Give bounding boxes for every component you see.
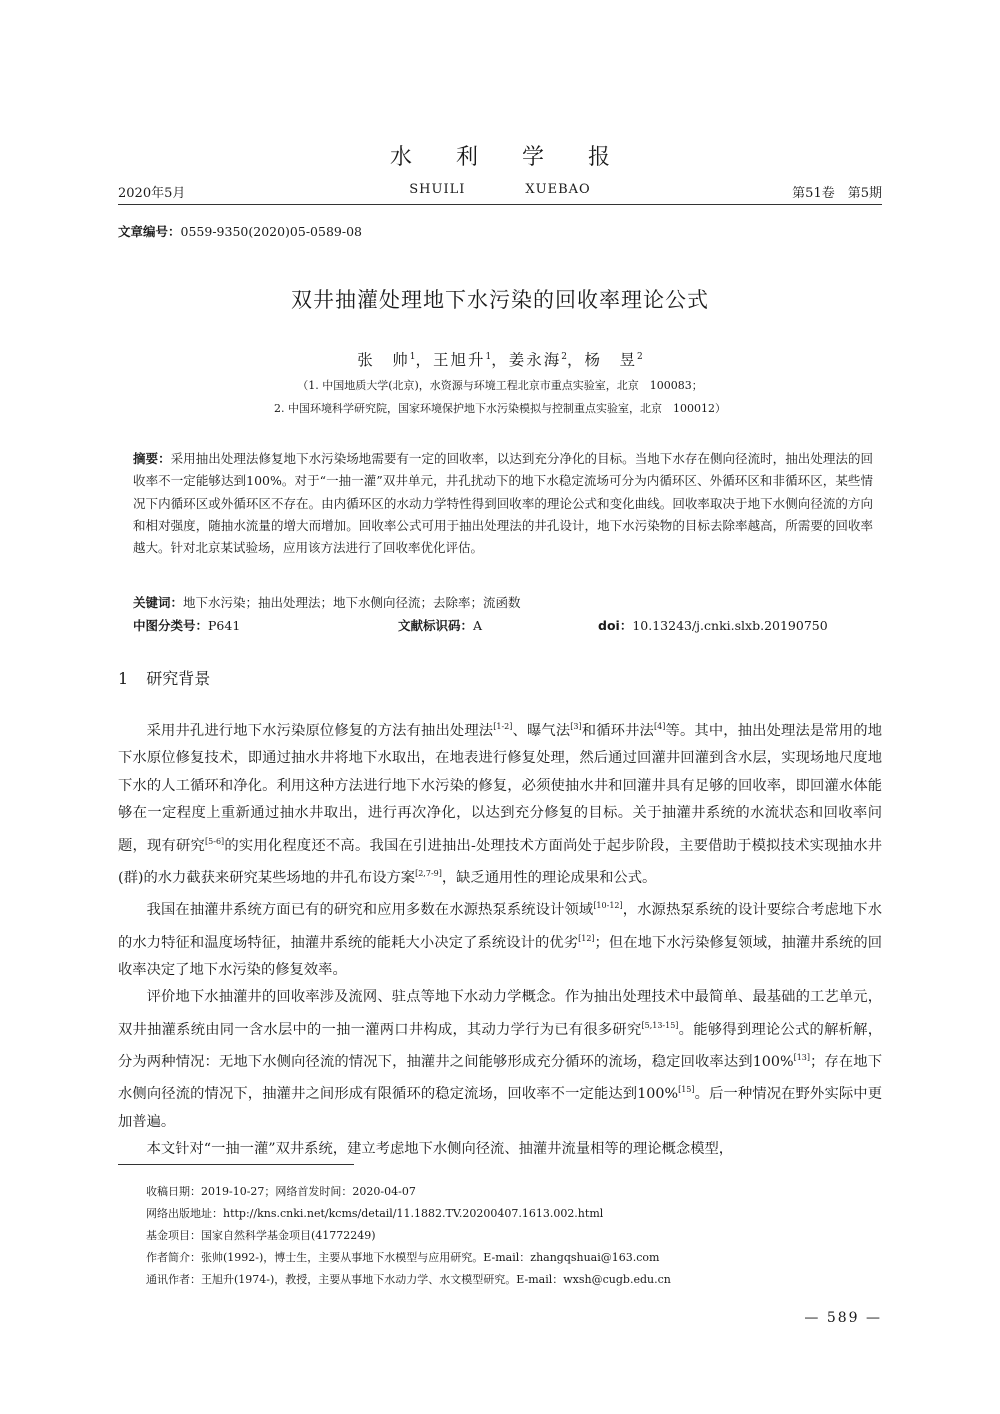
reference-mark: [13]	[793, 1053, 810, 1063]
footnote-corresponding-author: 通讯作者：王旭升(1974-)，教授，主要从事地下水动力学、水文模型研究。E-mail：wxsh@cugb.edu.cn	[146, 1273, 671, 1286]
article-number-label: 文章编号：	[118, 224, 181, 239]
footnote-author-bio: 作者简介：张帅(1992-)，博士生，主要从事地下水模型与应用研究。E-mail：zhangqshuai@163.com	[146, 1251, 660, 1264]
author-affil-mark: 2	[637, 351, 643, 362]
reference-mark: [4]	[654, 722, 666, 731]
reference-mark: [15]	[678, 1085, 695, 1095]
document-code	[398, 616, 482, 634]
reference-mark: [5-6]	[205, 836, 225, 846]
doi-value: 10.13243/j.cnki.slxb.20190750	[632, 618, 828, 633]
volume-issue: 第51卷 第5期	[792, 186, 882, 201]
paragraph-1	[118, 713, 882, 892]
author-name: 王旭升	[432, 351, 486, 369]
paragraph-2	[118, 892, 882, 984]
affiliation-1: （1. 中国地质大学(北京)，水资源与环境工程北京市重点实验室，北京 100083；	[297, 379, 703, 392]
article-number	[118, 222, 362, 240]
section-title: 研究背景	[146, 669, 211, 688]
clc-number	[133, 616, 240, 634]
text-run: 本文针对“一抽一灌”双井系统，建立考虑地下水侧向径流、抽灌井流量相等的理论概念模型，	[146, 1141, 734, 1158]
reference-mark: [5,13-15]	[641, 1020, 679, 1030]
author-name: 张 帅	[357, 351, 410, 369]
text-run: 、曝气法	[512, 722, 571, 739]
text-run: 。后一种情况在野外实际中更加普遍。	[118, 1086, 883, 1130]
section-number: 1	[118, 669, 129, 688]
author-name: 姜永海	[508, 351, 562, 369]
keywords	[133, 593, 521, 611]
text-run: ，缺乏通用性的理论成果和公式。	[441, 869, 657, 886]
document-code-label: 文献标识码：	[398, 618, 474, 633]
page-number: — 589 —	[804, 1310, 882, 1326]
text-run: 等。其中，抽出处理法是常用的地下水原位修复技术，即通过抽水井将地下水取出，在地表进行修复处理，然后通过回灌井回灌到含水层，实现场地尺度地下水的人工循环和净化。利用这种方法进行地下水污染的修复，必须使抽水井和回灌井具有足够的回收率，即回灌水体能够在一定程度上重新通过抽水井取出，进行再次净化，以达到充分修复的目标。关于抽灌井系统的水流状态和回收率问题，现有研究	[118, 722, 883, 854]
affiliation-2: 2. 中国环境科学研究院，国家环境保护地下水污染模拟与控制重点实验室，北京 100012）	[274, 402, 726, 415]
clc-value: P641	[208, 618, 241, 633]
text-run: 评价地下水抽灌井的回收率涉及流网、驻点等地下水动力学概念。作为抽出处理技术中最简单、最基础的工艺单元，双井抽灌系统由同一含水层中的一抽一灌两口井构成，其动力学行为已有很多研究	[118, 989, 882, 1038]
journal-pinyin-2: XUEBAO	[525, 182, 591, 197]
text-run: ，水源热泵系统的设计要综合考虑地下水的水力特征和温度场特征，抽灌井系统的能耗大小决定了系统设计的优劣	[118, 902, 883, 951]
clc-label: 中图分类号：	[133, 618, 209, 633]
footnote-funding: 基金项目：国家自然科学基金项目(41772249)	[146, 1229, 376, 1242]
footnote-received: 收稿日期：2019-10-27；网络首发时间：2020-04-07	[146, 1185, 416, 1198]
text-run: 和循环井法	[581, 722, 655, 739]
author-name: 杨 昱	[584, 351, 638, 369]
body-text	[118, 713, 882, 1164]
footnotes	[146, 1181, 671, 1291]
abstract-text: 采用抽出处理法修复地下水污染场地需要有一定的回收率，以达到充分净化的目标。当地下水存在侧向径流时，抽出处理法的回收率不一定能够达到100%。对于“一抽一灌”双井单元，井孔扰动下的地下水稳定流场可分为内循环区、外循环区和非循环区，某些情况下内循环区或外循环区不存在。由内循环区的水动力学特性得到回收率的理论公式和变化曲线。回收率取决于地下水侧向径流的方向和相对强度，随抽水流量的增大而增加。回收率公式可用于抽出处理法的井孔设计，地下水污染物的目标去除率越高，所需要的回收率越大。针对北京某试验场，应用该方法进行了回收率优化评估。	[133, 451, 873, 556]
text-run: 的实用化程度还不高。我国在引进抽出-处理技术方面尚处于起步阶段，主要借助于模拟技术实现抽水井(群)的水力截获来研究某些场地的井孔布设方案	[118, 837, 883, 886]
reference-mark: [1-2]	[493, 722, 513, 731]
reference-mark: [10-12]	[593, 901, 623, 911]
author-affil-mark: 1	[409, 351, 416, 362]
doi-label: doi：	[598, 618, 633, 633]
abstract	[133, 448, 873, 559]
text-run: 我国在抽灌井系统方面已有的研究和应用多数在水源热泵系统设计领域	[146, 902, 594, 919]
author-affil-mark: 1	[485, 351, 492, 362]
document-code-value: A	[473, 618, 483, 633]
reference-mark: [2,7-9]	[415, 869, 442, 879]
text-run: 采用井孔进行地下水污染原位修复的方法有抽出处理法	[146, 722, 494, 739]
section-heading	[118, 666, 228, 689]
article-number-value: 0559-9350(2020)05-0589-08	[180, 224, 362, 239]
paragraph-4	[118, 1136, 882, 1164]
author-affil-mark: 2	[561, 351, 567, 362]
issue-date: 2020年5月	[118, 186, 186, 201]
header-rule	[118, 204, 882, 205]
journal-pinyin-1: SHUILI	[409, 182, 466, 197]
text-run: 。能够得到理论公式的解析解，分为两种情况：无地下水侧向径流的情况下，抽灌井之间能够形成充分循环的流场，稳定回收率达到100%	[118, 1021, 882, 1070]
text-run: ；存在地下水侧向径流的情况下，抽灌井之间形成有限循环的稳定流场，回收率不一定能达到100%	[118, 1053, 882, 1103]
footnote-rule	[118, 1164, 354, 1165]
reference-mark: [12]	[578, 933, 595, 943]
footnote-online-url: 网络出版地址：http://kns.cnki.net/kcms/detail/11.1882.TV.20200407.1613.002.html	[146, 1207, 604, 1220]
author-list: 张 帅$^1$，王旭升$^1$，姜永海$^2$，杨 昱$^2$	[357, 351, 643, 369]
reference-mark: [3]	[570, 722, 582, 731]
text-run: ；但在地下水污染修复领域，抽灌井系统的回收率决定了地下水污染的修复效率。	[118, 934, 883, 978]
keywords-text: 地下水污染；抽出处理法；地下水侧向径流；去除率；流函数	[183, 595, 521, 610]
abstract-label: 摘要：	[133, 451, 171, 466]
paragraph-3	[118, 984, 882, 1136]
journal-title: 水利学报	[389, 145, 654, 170]
keywords-label: 关键词：	[133, 595, 184, 610]
paper-title: 双井抽灌处理地下水污染的回收率理论公式	[291, 288, 709, 312]
doi	[598, 616, 828, 634]
